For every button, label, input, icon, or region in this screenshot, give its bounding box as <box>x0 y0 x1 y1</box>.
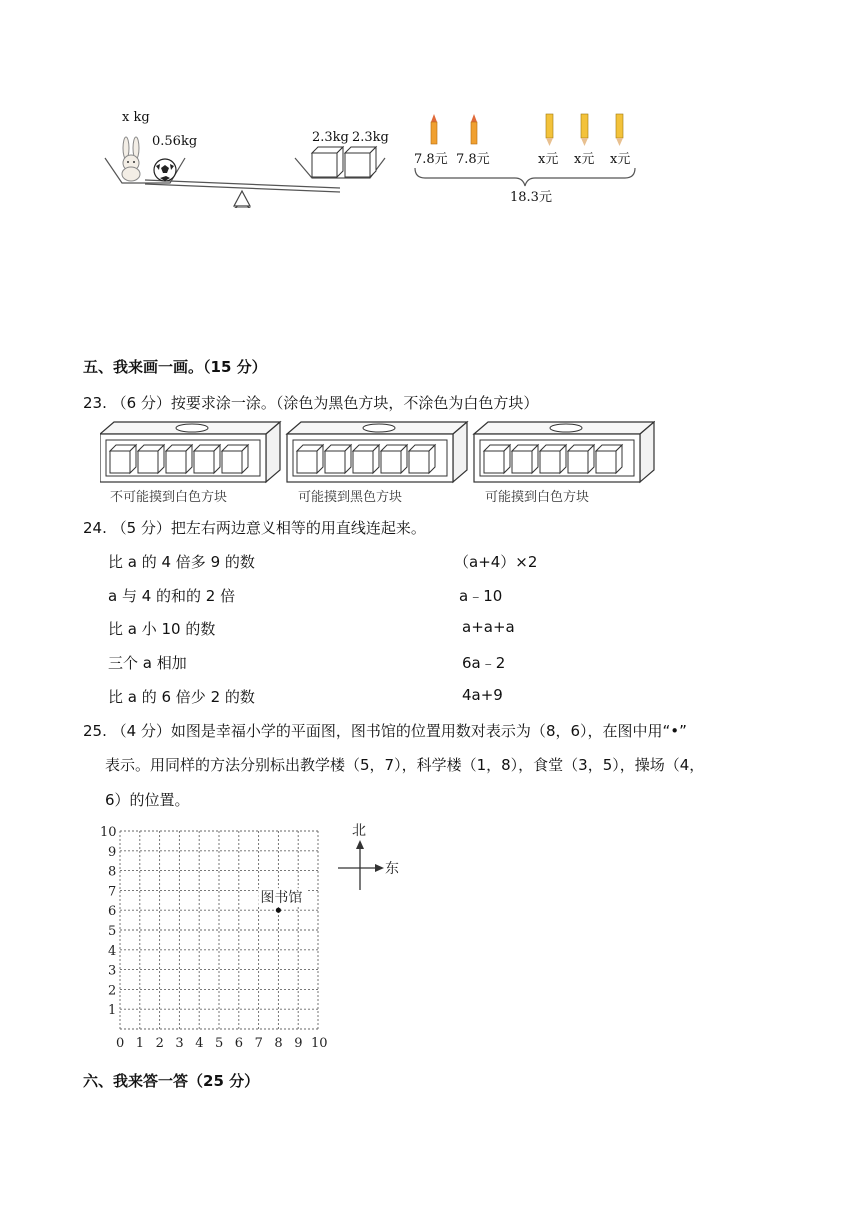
y-tick-label: 6 <box>108 904 117 920</box>
weight-box-1 <box>312 147 343 177</box>
x-tick-label: 6 <box>234 1036 244 1051</box>
q24-right-5: 4a+9 <box>462 686 503 704</box>
coordinate-grid <box>98 818 403 1054</box>
q24-left-3: 比 a 小 10 的数 <box>108 620 216 638</box>
library-point <box>276 908 281 913</box>
x-tick-label: 1 <box>135 1036 145 1051</box>
box1-weight-label: 2.3kg <box>312 130 349 145</box>
box-label-3: 可能摸到白色方块 <box>485 490 590 505</box>
y-tick-label: 1 <box>108 1003 117 1019</box>
compass-icon <box>338 840 384 890</box>
section5-heading: 五、我来画一画。（15 分） <box>83 358 267 376</box>
pencil-icon <box>471 114 477 144</box>
campus-grid-figure <box>98 818 403 1054</box>
y-tick-label: 8 <box>108 864 117 880</box>
x-tick-label: 5 <box>215 1036 224 1051</box>
box-crate-2 <box>287 422 467 482</box>
pencil-icon <box>581 114 588 146</box>
pencil-icon <box>616 114 623 146</box>
q24-right-4: 6a﹣2 <box>462 654 506 672</box>
x-tick-label: 7 <box>254 1036 263 1051</box>
pencil-price-2: 7.8元 <box>456 152 490 167</box>
box-crate-1 <box>100 422 280 482</box>
x-tick-label: 3 <box>175 1036 184 1051</box>
box-label-2: 可能摸到黑色方块 <box>298 490 403 505</box>
ball-weight-label: 0.56kg <box>152 134 198 149</box>
y-tick-label: 2 <box>108 983 117 999</box>
pencil-total: 18.3元 <box>510 190 552 205</box>
balance-figure <box>100 108 395 208</box>
rabbit-weight-label: x kg <box>122 110 150 125</box>
y-tick-label: 4 <box>108 943 117 959</box>
q25-line3: 6）的位置。 <box>105 791 190 809</box>
x-tick-label: 4 <box>195 1036 204 1051</box>
weight-box-2 <box>345 147 376 177</box>
y-tick-label: 3 <box>108 963 117 979</box>
q24-text: 24. （5 分）把左右两边意义相等的用直线连起来。 <box>83 519 426 537</box>
x-tick-label: 9 <box>294 1036 303 1051</box>
q24-left-4: 三个 a 相加 <box>108 654 187 672</box>
q25-line2: 表示。用同样的方法分别标出教学楼（5，7），科学楼（1，8），食堂（3，5），操场（4， <box>105 756 705 774</box>
q25-line1: 25. （4 分）如图是幸福小学的平面图，图书馆的位置用数对表示为（8，6），在图中用“•” <box>83 722 687 740</box>
east-label: 东 <box>385 861 399 877</box>
rabbit-icon <box>122 137 140 181</box>
section6-heading: 六、我来答一答（25 分） <box>83 1072 260 1090</box>
pencil-price-x1: x元 <box>538 152 559 167</box>
y-tick-label: 10 <box>100 825 117 840</box>
q24-left-1: 比 a 的 4 倍多 9 的数 <box>108 553 255 571</box>
y-tick-label: 9 <box>108 844 117 860</box>
x-tick-label: 8 <box>274 1036 283 1051</box>
box-label-1: 不可能摸到白色方块 <box>110 490 228 505</box>
soccer-ball-icon <box>154 159 176 181</box>
q23-box-figure <box>100 420 655 506</box>
total-brace <box>415 168 635 186</box>
x-tick-label: 10 <box>311 1036 328 1051</box>
pencil-price-x2: x元 <box>574 152 595 167</box>
library-label: 图书馆 <box>260 890 303 907</box>
box-crate-3 <box>474 422 654 482</box>
x-tick-label: 0 <box>116 1036 125 1051</box>
q24-right-2: a﹣10 <box>459 587 503 605</box>
y-tick-label: 7 <box>108 884 117 900</box>
box2-weight-label: 2.3kg <box>352 130 389 145</box>
q24-right-3: a+a+a <box>462 618 515 636</box>
q24-right-1: （a+4）×2 <box>454 553 538 571</box>
q24-left-5: 比 a 的 6 倍少 2 的数 <box>108 688 255 706</box>
pencil-price-1: 7.8元 <box>414 152 448 167</box>
q24-left-2: a 与 4 的和的 2 倍 <box>108 587 236 605</box>
q23-text: 23. （6 分）按要求涂一涂。（涂色为黑色方块，不涂色为白色方块） <box>83 394 539 412</box>
pencil-icon <box>546 114 553 146</box>
pencil-price-x3: x元 <box>610 152 631 167</box>
x-tick-label: 2 <box>155 1036 164 1051</box>
pencil-icon <box>431 114 437 144</box>
north-label: 北 <box>352 823 366 839</box>
y-tick-label: 5 <box>108 924 117 939</box>
pencil-figure <box>410 108 645 208</box>
